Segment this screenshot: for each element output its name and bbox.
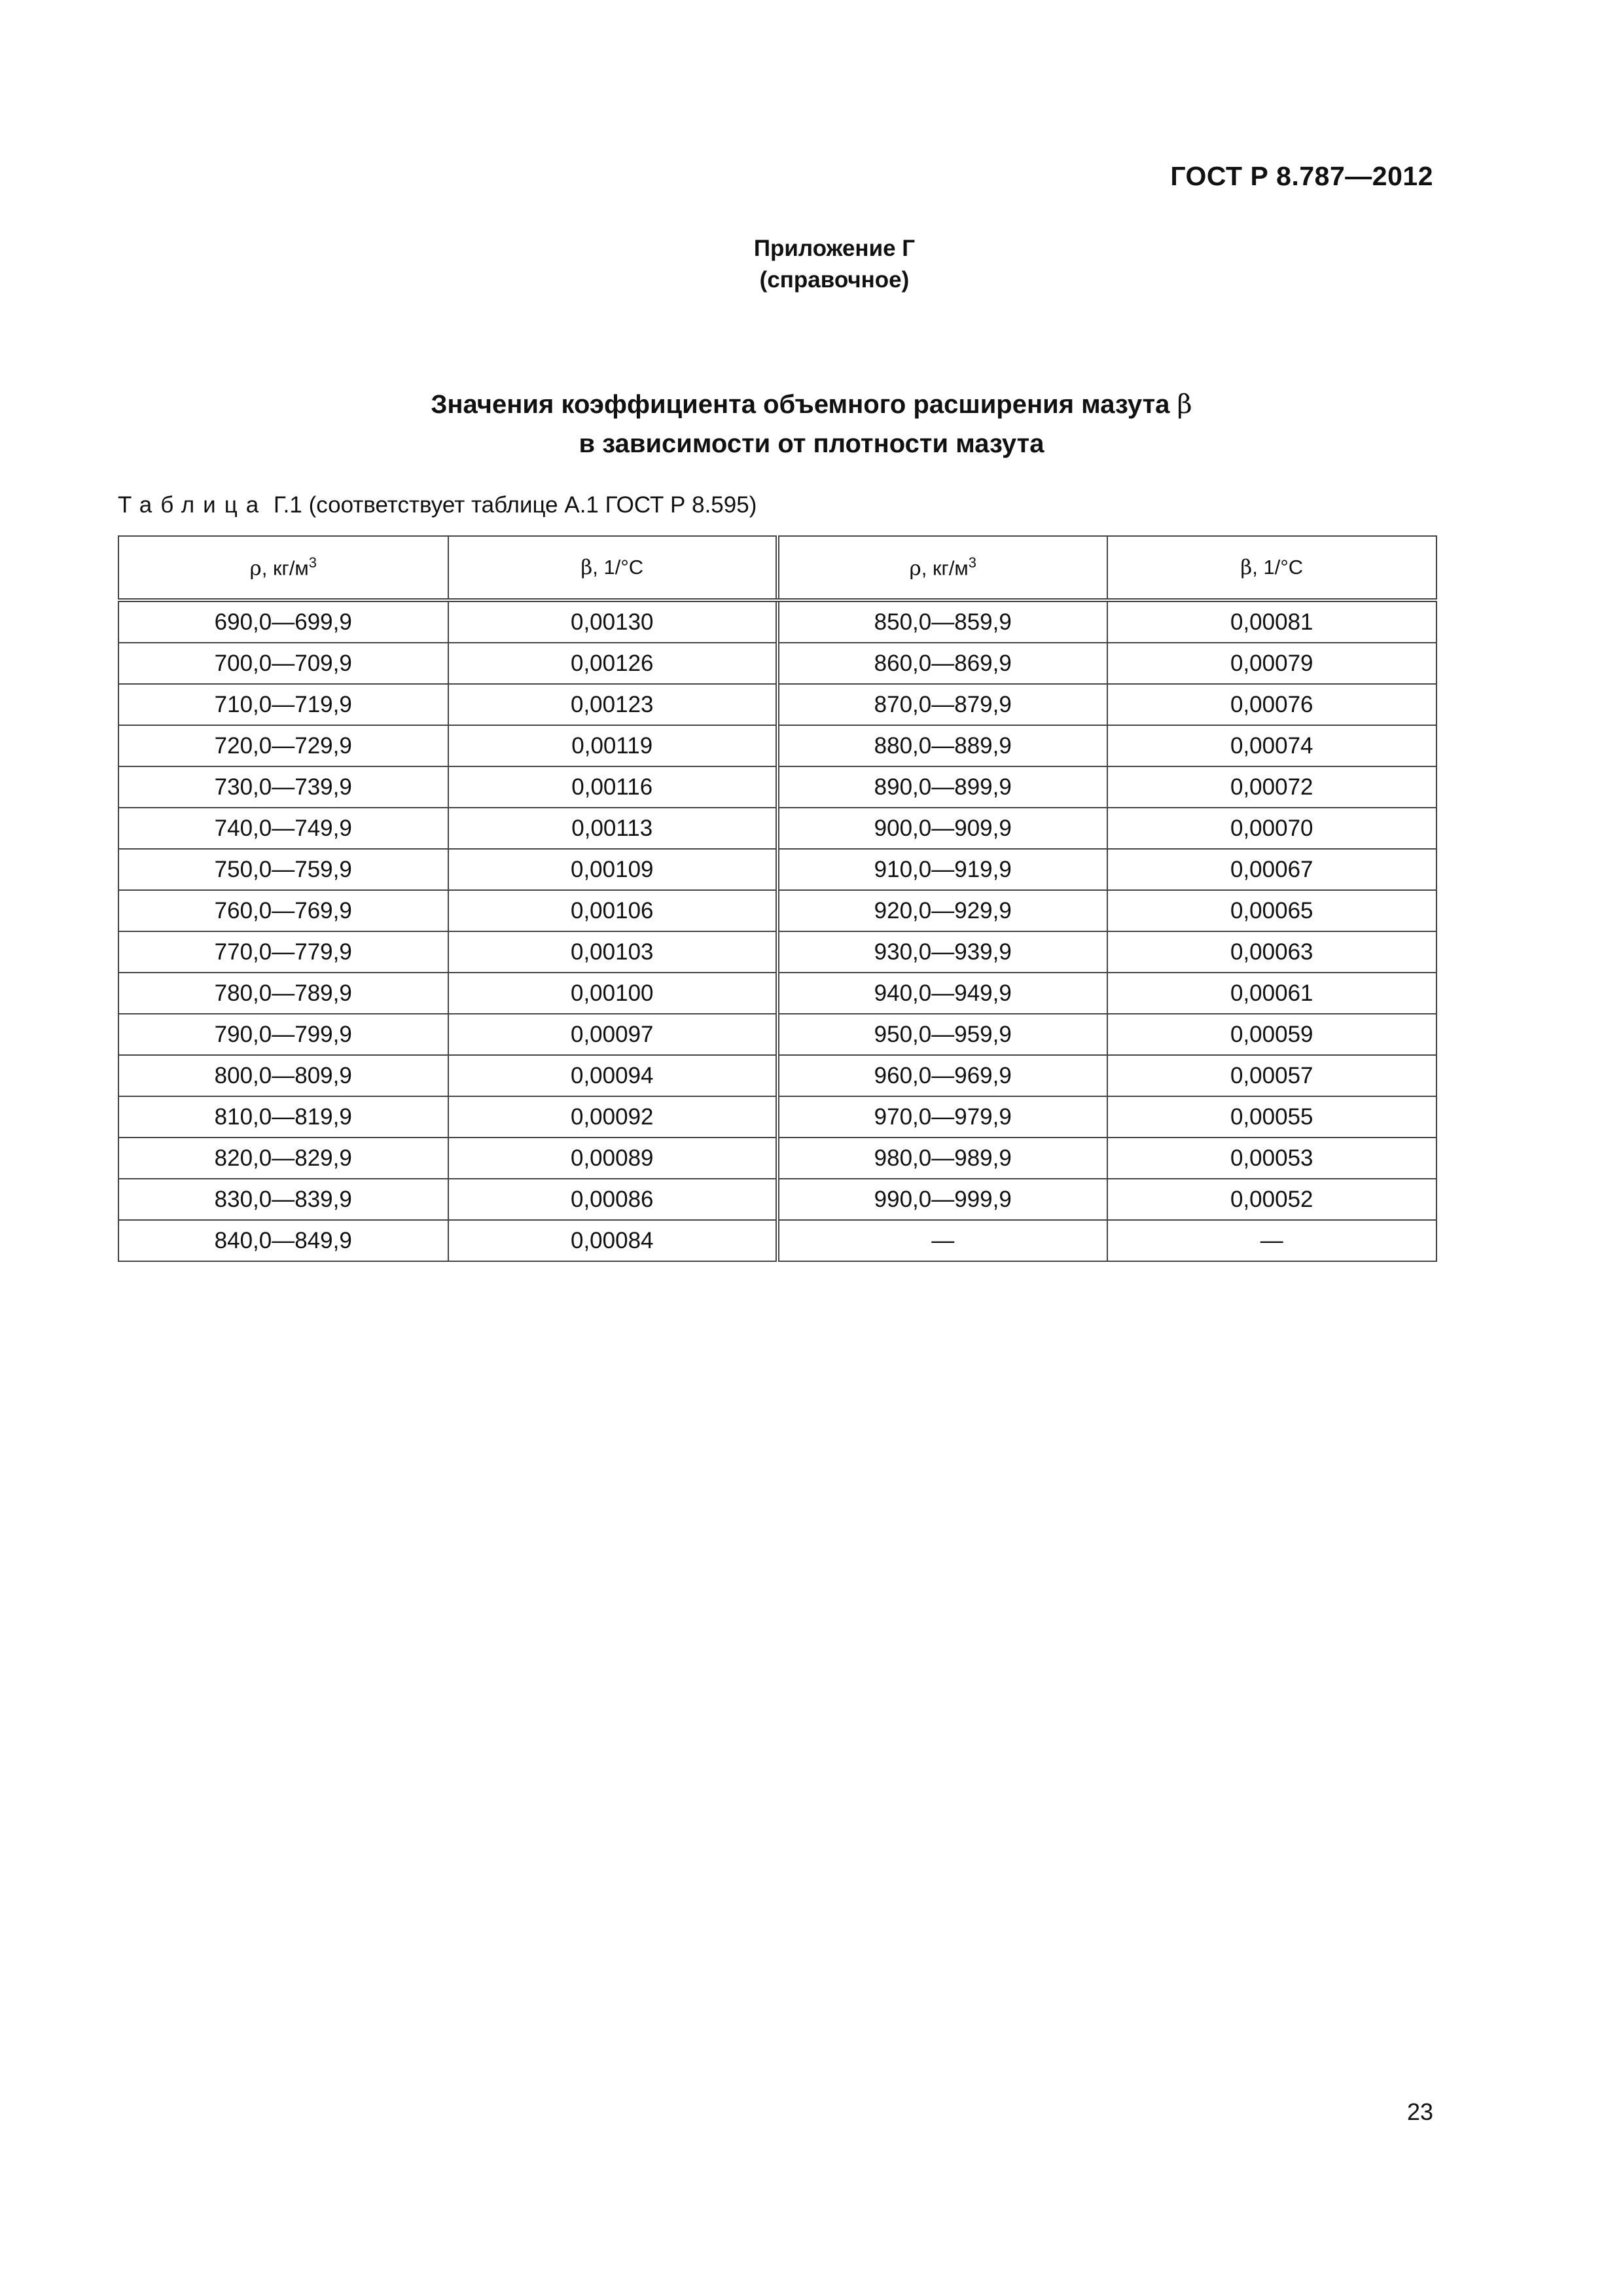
- header-beta-1: β, 1/°C: [448, 536, 778, 600]
- density-range-cell: 810,0—819,9: [118, 1096, 448, 1138]
- beta-value-cell: 0,00072: [1107, 766, 1437, 808]
- beta-value-cell: 0,00100: [448, 973, 778, 1014]
- beta-value-cell: 0,00076: [1107, 684, 1437, 725]
- table-row: [118, 1138, 1436, 1179]
- beta-value-cell: 0,00097: [448, 1014, 778, 1055]
- table-heading-text: Значения коэффициента объемного расширения мазута: [431, 390, 1170, 419]
- density-range-cell: 970,0—979,9: [777, 1096, 1107, 1138]
- beta-value-cell: 0,00074: [1107, 725, 1437, 766]
- table-row: [118, 890, 1436, 931]
- table-row: [118, 808, 1436, 849]
- document-code: ГОСТ Р 8.787—2012: [1170, 161, 1433, 191]
- beta-value-cell: 0,00103: [448, 931, 778, 973]
- density-range-cell: 830,0—839,9: [118, 1179, 448, 1220]
- density-range-cell: —: [777, 1220, 1107, 1261]
- beta-value-cell: 0,00119: [448, 725, 778, 766]
- header-density-1: ρ, $кг/м^3$: [118, 536, 448, 600]
- table-row: [118, 1220, 1436, 1261]
- density-range-cell: 890,0—899,9: [777, 766, 1107, 808]
- table-row: [118, 973, 1436, 1014]
- beta-value-cell: 0,00106: [448, 890, 778, 931]
- density-range-cell: 910,0—919,9: [777, 849, 1107, 890]
- density-range-cell: 770,0—779,9: [118, 931, 448, 973]
- appendix-heading: [0, 233, 1623, 296]
- density-range-cell: 950,0—959,9: [777, 1014, 1107, 1055]
- beta-value-cell: 0,00123: [448, 684, 778, 725]
- density-range-cell: 840,0—849,9: [118, 1220, 448, 1261]
- table-heading-line-1: [0, 385, 1623, 424]
- table-caption-label: Таблица: [118, 492, 268, 518]
- density-range-cell: 760,0—769,9: [118, 890, 448, 931]
- density-range-cell: 920,0—929,9: [777, 890, 1107, 931]
- beta-value-cell: 0,00055: [1107, 1096, 1437, 1138]
- beta-value-cell: 0,00130: [448, 600, 778, 643]
- beta-value-cell: 0,00092: [448, 1096, 778, 1138]
- beta-value-cell: 0,00089: [448, 1138, 778, 1179]
- density-range-cell: 690,0—699,9: [118, 600, 448, 643]
- beta-value-cell: 0,00079: [1107, 643, 1437, 684]
- beta-value-cell: 0,00116: [448, 766, 778, 808]
- density-range-cell: 960,0—969,9: [777, 1055, 1107, 1096]
- table-row: [118, 1179, 1436, 1220]
- density-range-cell: 990,0—999,9: [777, 1179, 1107, 1220]
- beta-value-cell: 0,00094: [448, 1055, 778, 1096]
- density-range-cell: 930,0—939,9: [777, 931, 1107, 973]
- density-range-cell: 880,0—889,9: [777, 725, 1107, 766]
- density-range-cell: 900,0—909,9: [777, 808, 1107, 849]
- table-heading: [0, 385, 1623, 463]
- density-range-cell: 860,0—869,9: [777, 643, 1107, 684]
- density-range-cell: 980,0—989,9: [777, 1138, 1107, 1179]
- beta-value-cell: 0,00052: [1107, 1179, 1437, 1220]
- density-beta-table: [118, 535, 1437, 1262]
- density-range-cell: 870,0—879,9: [777, 684, 1107, 725]
- table-heading-line-2: в зависимости от плотности мазута: [579, 429, 1044, 458]
- beta-value-cell: —: [1107, 1220, 1437, 1261]
- table-row: [118, 931, 1436, 973]
- table-header-row: [118, 536, 1436, 600]
- beta-value-cell: 0,00109: [448, 849, 778, 890]
- table-row: [118, 1055, 1436, 1096]
- beta-value-cell: 0,00059: [1107, 1014, 1437, 1055]
- table-row: [118, 1096, 1436, 1138]
- beta-value-cell: 0,00070: [1107, 808, 1437, 849]
- beta-value-cell: 0,00061: [1107, 973, 1437, 1014]
- beta-value-cell: 0,00053: [1107, 1138, 1437, 1179]
- density-range-cell: 790,0—799,9: [118, 1014, 448, 1055]
- table-row: [118, 849, 1436, 890]
- density-range-cell: 720,0—729,9: [118, 725, 448, 766]
- page-number: 23: [1406, 2098, 1433, 2125]
- density-range-cell: 740,0—749,9: [118, 808, 448, 849]
- density-range-cell: 940,0—949,9: [777, 973, 1107, 1014]
- table-body: [118, 600, 1436, 1261]
- density-range-cell: 700,0—709,9: [118, 643, 448, 684]
- density-range-cell: 780,0—789,9: [118, 973, 448, 1014]
- beta-value-cell: 0,00081: [1107, 600, 1437, 643]
- density-range-cell: 800,0—809,9: [118, 1055, 448, 1096]
- density-range-cell: 710,0—719,9: [118, 684, 448, 725]
- table-row: [118, 1014, 1436, 1055]
- table-caption-text: Г.1 (соответствует таблице А.1 ГОСТ Р 8.595): [273, 492, 757, 518]
- beta-value-cell: 0,00065: [1107, 890, 1437, 931]
- table-row: [118, 684, 1436, 725]
- table-row: [118, 725, 1436, 766]
- appendix-title: Приложение Г: [753, 236, 916, 261]
- beta-value-cell: 0,00113: [448, 808, 778, 849]
- table-row: [118, 643, 1436, 684]
- table-row: [118, 600, 1436, 643]
- table-row: [118, 766, 1436, 808]
- appendix-subtitle: (справочное): [759, 267, 910, 293]
- beta-value-cell: 0,00067: [1107, 849, 1437, 890]
- density-range-cell: 850,0—859,9: [777, 600, 1107, 643]
- header-beta-2: β, 1/°C: [1107, 536, 1437, 600]
- beta-value-cell: 0,00063: [1107, 931, 1437, 973]
- beta-value-cell: 0,00084: [448, 1220, 778, 1261]
- table-caption: [118, 492, 757, 518]
- density-range-cell: 730,0—739,9: [118, 766, 448, 808]
- beta-value-cell: 0,00057: [1107, 1055, 1437, 1096]
- beta-symbol: β: [1177, 389, 1192, 420]
- beta-value-cell: 0,00086: [448, 1179, 778, 1220]
- density-range-cell: 750,0—759,9: [118, 849, 448, 890]
- density-range-cell: 820,0—829,9: [118, 1138, 448, 1179]
- beta-value-cell: 0,00126: [448, 643, 778, 684]
- header-density-2: ρ, $кг/м^3$: [777, 536, 1107, 600]
